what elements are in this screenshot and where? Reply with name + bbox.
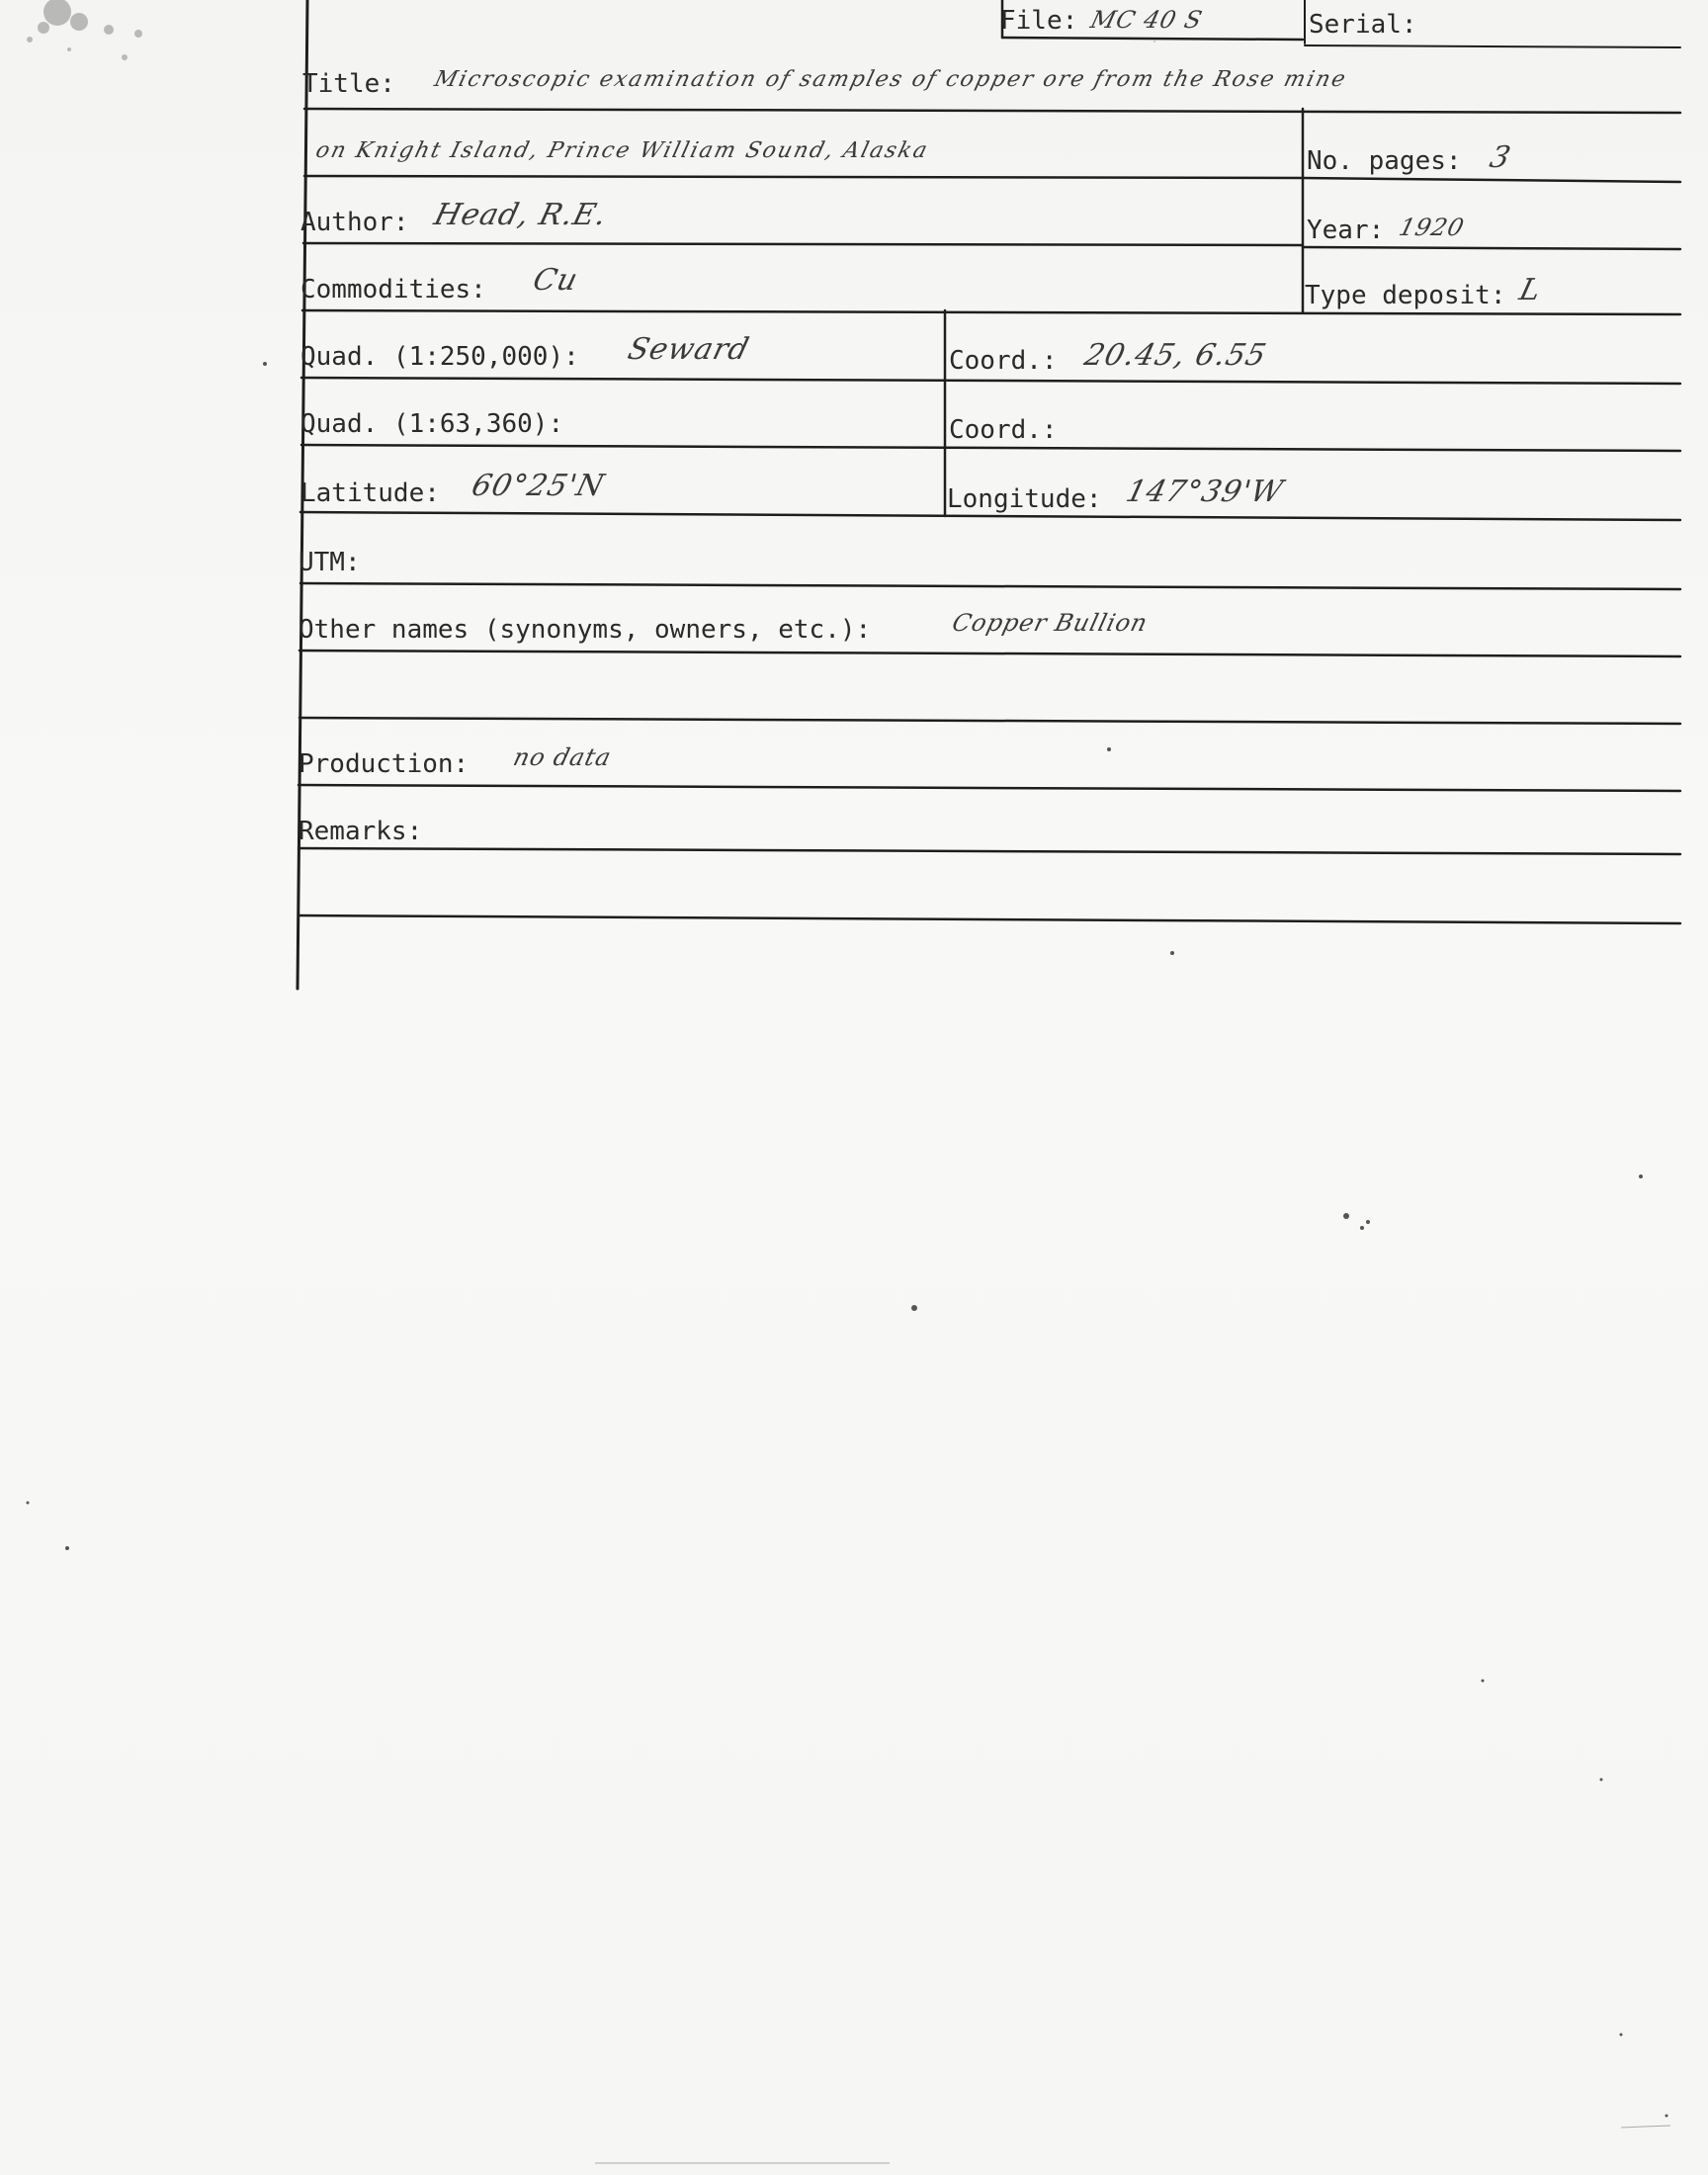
- quad250-value: Seward: [624, 332, 753, 367]
- rule-quad63: [301, 445, 1680, 451]
- quad250-label: Quad. (1:250,000):: [300, 342, 579, 372]
- rule-author: [303, 243, 1303, 245]
- serial-label: Serial:: [1309, 10, 1417, 40]
- production-value: no data: [510, 743, 615, 771]
- production-label: Production:: [299, 749, 470, 779]
- other-names-value: Copper Bullion: [949, 609, 1152, 637]
- file-cell-bottom: [1002, 38, 1303, 40]
- rule-pages: [1303, 178, 1680, 182]
- title-value-line2: on Knight Island, Prince William Sound, Alaska: [312, 138, 932, 163]
- quad63-label: Quad. (1:63,360):: [300, 409, 564, 439]
- other-names-label: Other names (synonyms, owners, etc.):: [299, 615, 872, 645]
- latitude-label: Latitude:: [300, 478, 440, 508]
- coord1-value: 20.45, 6.55: [1080, 338, 1271, 373]
- type-deposit-value: L: [1515, 273, 1546, 307]
- coord1-label: Coord.:: [949, 346, 1058, 376]
- rule-quad250: [301, 378, 1680, 384]
- no-pages-label: No. pages:: [1307, 146, 1462, 176]
- rule-year: [1303, 247, 1680, 249]
- file-label: File:: [1000, 6, 1078, 36]
- rule-title-2: [304, 176, 1303, 178]
- year-label: Year:: [1307, 216, 1385, 245]
- title-value-line1: Microscopic examination of samples of copper ore from the Rose mine: [431, 67, 1350, 92]
- longitude-label: Longitude:: [947, 484, 1102, 514]
- rule-other-names: [299, 651, 1680, 656]
- year-value: 1920: [1396, 214, 1468, 241]
- commodities-label: Commodities:: [300, 275, 486, 304]
- commodities-value: Cu: [529, 263, 582, 298]
- remarks-label: Remarks:: [299, 817, 423, 846]
- longitude-value: 147°39'W: [1122, 475, 1287, 509]
- title-label: Title:: [302, 69, 395, 99]
- no-pages-value: 3: [1486, 140, 1515, 175]
- rule-remarks-2: [299, 915, 1680, 923]
- author-value: Head, R.E.: [430, 198, 612, 232]
- rule-commodities: [302, 310, 1680, 314]
- rule-production: [299, 785, 1680, 791]
- type-deposit-label: Type deposit:: [1305, 281, 1506, 310]
- coord2-label: Coord.:: [949, 415, 1058, 445]
- serial-cell-bottom: [1305, 45, 1680, 47]
- rule-title-1: [304, 109, 1680, 113]
- rule-blank: [299, 718, 1680, 724]
- rule-remarks: [299, 848, 1680, 854]
- rule-utm: [300, 583, 1680, 589]
- author-label: Author:: [300, 208, 409, 237]
- utm-label: UTM:: [299, 548, 361, 577]
- file-value: MC 40 S: [1087, 6, 1206, 34]
- latitude-value: 60°25'N: [468, 469, 609, 503]
